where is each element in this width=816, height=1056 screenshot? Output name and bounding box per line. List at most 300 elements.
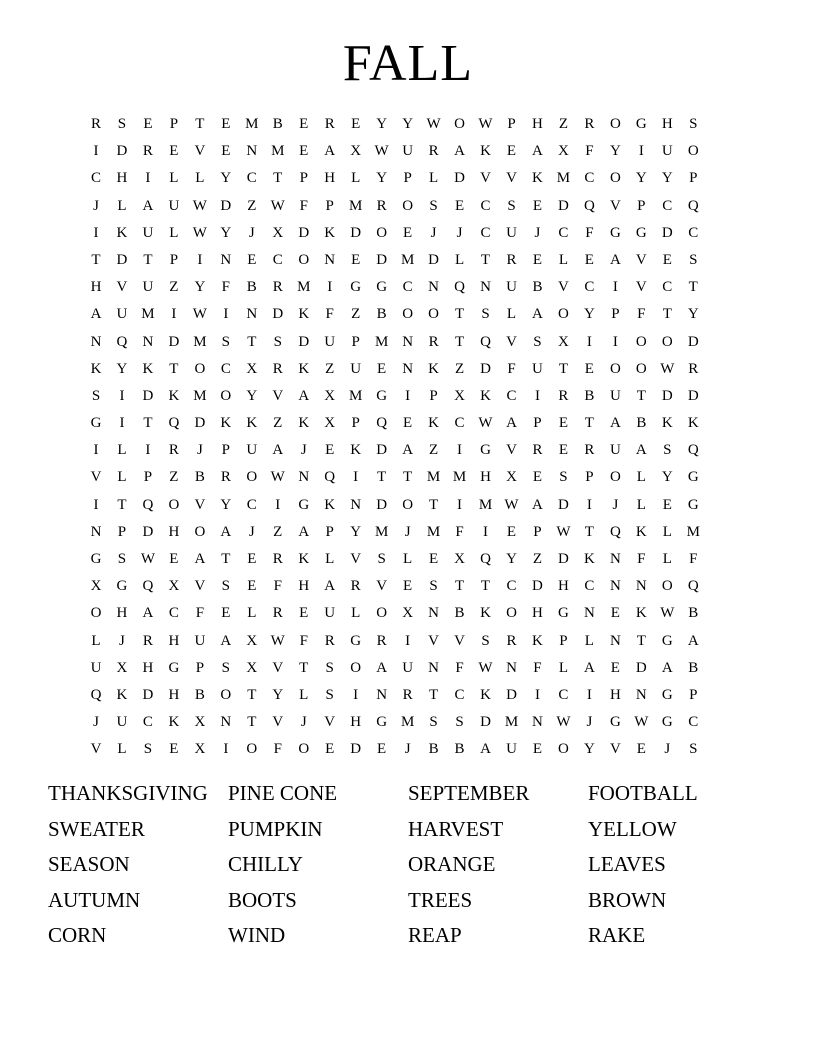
grid-letter[interactable]: P [325, 197, 334, 214]
grid-letter[interactable]: D [272, 306, 284, 323]
grid-letter[interactable]: I [145, 442, 151, 459]
grid-letter[interactable]: Y [583, 741, 595, 758]
grid-letter[interactable]: J [404, 523, 411, 540]
grid-letter[interactable]: C [688, 224, 699, 241]
grid-letter[interactable]: U [506, 741, 517, 758]
grid-letter[interactable]: N [428, 659, 439, 676]
grid-letter[interactable]: X [558, 333, 569, 350]
grid-letter[interactable]: H [168, 523, 180, 540]
grid-letter[interactable]: C [246, 496, 257, 513]
grid-letter[interactable]: T [169, 360, 179, 377]
grid-letter[interactable]: E [584, 251, 594, 268]
grid-letter[interactable]: G [90, 551, 102, 567]
grid-letter[interactable]: M [478, 496, 493, 513]
grid-letter[interactable]: W [426, 116, 441, 132]
grid-letter[interactable]: T [221, 551, 231, 567]
grid-letter[interactable]: O [428, 306, 439, 323]
grid-letter[interactable]: R [220, 469, 231, 486]
grid-letter[interactable]: M [193, 333, 207, 350]
grid-letter[interactable]: R [558, 387, 569, 404]
grid-letter[interactable]: E [403, 415, 413, 432]
grid-letter[interactable]: M [400, 251, 415, 268]
grid-letter[interactable]: T [428, 496, 439, 513]
grid-letter[interactable]: T [428, 686, 439, 703]
grid-letter[interactable]: S [429, 714, 438, 731]
grid-letter[interactable]: A [583, 659, 595, 676]
grid-letter[interactable]: L [299, 686, 309, 703]
grid-letter[interactable]: R [272, 605, 283, 622]
grid-letter[interactable]: Z [273, 523, 283, 540]
grid-letter[interactable]: A [532, 143, 543, 160]
grid-letter[interactable]: M [686, 523, 700, 540]
grid-letter[interactable]: V [194, 496, 206, 513]
grid-letter[interactable]: E [532, 251, 543, 268]
grid-letter[interactable]: G [350, 279, 362, 296]
grid-letter[interactable]: M [426, 523, 441, 540]
grid-letter[interactable]: S [663, 442, 672, 459]
grid-letter[interactable]: U [142, 224, 154, 241]
grid-letter[interactable]: U [324, 333, 336, 350]
grid-letter[interactable]: C [662, 279, 673, 296]
grid-letter[interactable]: T [377, 469, 387, 486]
grid-letter[interactable]: Q [480, 333, 491, 350]
grid-letter[interactable]: F [299, 197, 308, 214]
grid-letter[interactable]: K [116, 686, 128, 703]
grid-letter[interactable]: E [221, 116, 231, 132]
grid-letter[interactable]: H [298, 578, 310, 595]
grid-letter[interactable]: F [273, 741, 282, 758]
grid-letter[interactable]: R [506, 251, 517, 268]
grid-letter[interactable]: L [558, 659, 568, 676]
grid-letter[interactable]: X [246, 659, 258, 676]
grid-letter[interactable]: C [584, 578, 595, 595]
grid-letter[interactable]: F [195, 605, 205, 622]
grid-letter[interactable]: P [533, 415, 542, 432]
grid-letter[interactable]: K [532, 170, 543, 187]
grid-letter[interactable]: F [637, 306, 646, 323]
grid-letter[interactable]: U [194, 632, 206, 649]
grid-letter[interactable]: Z [454, 360, 465, 377]
grid-letter[interactable]: G [376, 714, 388, 731]
grid-letter[interactable]: K [142, 360, 154, 377]
grid-letter[interactable]: G [635, 224, 647, 241]
grid-letter[interactable]: S [481, 632, 490, 649]
grid-letter[interactable]: X [506, 469, 517, 486]
grid-letter[interactable]: P [351, 415, 360, 432]
grid-letter[interactable]: N [402, 360, 414, 377]
grid-letter[interactable]: A [661, 659, 673, 676]
grid-letter[interactable]: K [480, 143, 491, 160]
grid-letter[interactable]: E [506, 143, 517, 160]
grid-letter[interactable]: C [584, 170, 595, 187]
grid-letter[interactable]: T [688, 279, 698, 296]
grid-letter[interactable]: V [454, 632, 465, 649]
grid-letter[interactable]: D [661, 224, 673, 241]
grid-letter[interactable]: S [273, 333, 282, 350]
grid-letter[interactable]: D [376, 496, 388, 513]
grid-letter[interactable]: V [609, 741, 621, 758]
grid-letter[interactable]: D [480, 714, 491, 731]
grid-letter[interactable]: A [272, 442, 284, 459]
grid-letter[interactable]: X [194, 741, 206, 758]
grid-letter[interactable]: E [662, 496, 672, 513]
grid-letter[interactable]: F [585, 143, 594, 160]
grid-letter[interactable]: K [480, 387, 491, 404]
grid-letter[interactable]: J [456, 224, 463, 241]
grid-letter[interactable]: K [532, 632, 543, 649]
grid-letter[interactable]: D [376, 251, 388, 268]
grid-letter[interactable]: E [143, 116, 153, 132]
grid-letter[interactable]: I [93, 143, 99, 160]
grid-letter[interactable]: K [116, 224, 128, 241]
grid-letter[interactable]: H [350, 714, 362, 731]
grid-letter[interactable]: D [116, 251, 128, 268]
grid-letter[interactable]: X [194, 714, 206, 731]
grid-letter[interactable]: A [324, 578, 336, 595]
grid-letter[interactable]: P [585, 469, 594, 486]
grid-letter[interactable]: V [506, 442, 517, 459]
grid-letter[interactable]: K [168, 387, 180, 404]
grid-letter[interactable]: S [429, 578, 438, 595]
grid-letter[interactable]: O [609, 116, 621, 132]
grid-letter[interactable]: X [246, 632, 258, 649]
grid-letter[interactable]: E [325, 442, 335, 459]
grid-letter[interactable]: N [609, 632, 621, 649]
grid-letter[interactable]: W [478, 415, 493, 432]
grid-letter[interactable]: T [195, 116, 205, 132]
grid-letter[interactable]: T [584, 523, 594, 540]
grid-letter[interactable]: V [506, 170, 517, 187]
grid-letter[interactable]: M [297, 279, 311, 296]
grid-letter[interactable]: E [636, 741, 646, 758]
grid-letter[interactable]: C [480, 224, 491, 241]
grid-letter[interactable]: A [220, 632, 232, 649]
grid-letter[interactable]: F [455, 659, 464, 676]
grid-letter[interactable]: J [300, 442, 307, 459]
grid-letter[interactable]: E [454, 197, 465, 214]
grid-letter[interactable]: R [168, 442, 179, 459]
grid-letter[interactable]: J [534, 224, 541, 241]
grid-letter[interactable]: T [143, 415, 153, 432]
grid-letter[interactable]: V [376, 578, 388, 595]
grid-letter[interactable]: K [168, 714, 180, 731]
grid-letter[interactable]: L [558, 251, 568, 268]
grid-letter[interactable]: E [558, 415, 568, 432]
grid-letter[interactable]: U [506, 224, 517, 241]
grid-letter[interactable]: M [245, 116, 259, 132]
grid-letter[interactable]: G [661, 714, 673, 731]
grid-letter[interactable]: A [402, 442, 414, 459]
grid-letter[interactable]: P [429, 387, 438, 404]
grid-letter[interactable]: Z [558, 116, 568, 132]
grid-letter[interactable]: G [90, 415, 102, 432]
grid-letter[interactable]: G [350, 632, 362, 649]
grid-letter[interactable]: T [247, 686, 257, 703]
grid-letter[interactable]: V [194, 578, 206, 595]
grid-letter[interactable]: I [638, 143, 644, 160]
grid-letter[interactable]: W [192, 224, 207, 241]
grid-letter[interactable]: S [429, 197, 438, 214]
grid-letter[interactable]: Z [169, 279, 179, 296]
grid-letter[interactable]: O [687, 143, 699, 160]
grid-letter[interactable]: N [376, 686, 388, 703]
grid-letter[interactable]: W [270, 469, 285, 486]
grid-letter[interactable]: P [689, 170, 698, 187]
grid-letter[interactable]: K [635, 605, 647, 622]
grid-letter[interactable]: C [506, 387, 517, 404]
grid-letter[interactable]: O [168, 496, 180, 513]
grid-letter[interactable]: U [402, 659, 414, 676]
grid-letter[interactable]: V [506, 333, 517, 350]
grid-letter[interactable]: P [533, 523, 542, 540]
grid-letter[interactable]: O [220, 686, 232, 703]
grid-letter[interactable]: N [220, 714, 232, 731]
grid-letter[interactable]: N [246, 306, 258, 323]
grid-letter[interactable]: P [559, 632, 568, 649]
grid-letter[interactable]: J [404, 741, 411, 758]
grid-letter[interactable]: I [119, 415, 125, 432]
grid-letter[interactable]: Q [142, 578, 154, 595]
grid-letter[interactable]: D [558, 551, 569, 567]
grid-letter[interactable]: E [169, 741, 179, 758]
grid-letter[interactable]: O [454, 116, 465, 132]
grid-letter[interactable]: Y [220, 224, 232, 241]
grid-letter[interactable]: A [324, 143, 336, 160]
grid-letter[interactable]: U [506, 279, 517, 296]
grid-letter[interactable]: P [195, 659, 205, 676]
grid-letter[interactable]: T [117, 496, 127, 513]
grid-letter[interactable]: O [635, 333, 647, 350]
grid-letter[interactable]: V [90, 469, 102, 486]
grid-letter[interactable]: E [532, 197, 543, 214]
grid-letter[interactable]: L [636, 469, 646, 486]
grid-letter[interactable]: J [430, 224, 437, 241]
grid-letter[interactable]: M [271, 143, 285, 160]
grid-letter[interactable]: N [506, 659, 517, 676]
grid-letter[interactable]: M [504, 714, 519, 731]
grid-letter[interactable]: J [196, 442, 203, 459]
grid-letter[interactable]: Y [687, 306, 699, 323]
grid-letter[interactable]: V [324, 714, 336, 731]
grid-letter[interactable]: K [350, 442, 362, 459]
grid-letter[interactable]: T [480, 578, 491, 595]
grid-letter[interactable]: I [534, 387, 540, 404]
grid-letter[interactable]: X [246, 360, 258, 377]
grid-letter[interactable]: Z [247, 197, 257, 214]
grid-letter[interactable]: G [376, 279, 388, 296]
grid-letter[interactable]: T [454, 578, 465, 595]
grid-letter[interactable]: T [143, 251, 153, 268]
grid-letter[interactable]: A [480, 741, 491, 758]
grid-letter[interactable]: V [272, 714, 284, 731]
grid-letter[interactable]: F [585, 224, 594, 241]
grid-letter[interactable]: I [171, 306, 177, 323]
grid-letter[interactable]: S [455, 714, 464, 731]
grid-letter[interactable]: B [376, 306, 387, 323]
grid-letter[interactable]: O [558, 306, 569, 323]
grid-letter[interactable]: Q [687, 578, 699, 595]
grid-letter[interactable]: M [426, 469, 441, 486]
grid-letter[interactable]: X [168, 578, 180, 595]
grid-letter[interactable]: W [270, 197, 285, 214]
grid-letter[interactable]: N [350, 496, 362, 513]
grid-letter[interactable]: N [635, 578, 647, 595]
grid-letter[interactable]: G [168, 659, 180, 676]
grid-letter[interactable]: C [168, 605, 179, 622]
grid-letter[interactable]: K [583, 551, 595, 567]
grid-letter[interactable]: C [220, 360, 231, 377]
grid-letter[interactable]: R [402, 686, 413, 703]
grid-letter[interactable]: T [247, 714, 257, 731]
grid-letter[interactable]: K [298, 306, 310, 323]
grid-letter[interactable]: D [480, 360, 491, 377]
grid-letter[interactable]: K [220, 415, 232, 432]
grid-letter[interactable]: I [457, 442, 463, 459]
grid-letter[interactable]: N [428, 605, 439, 622]
grid-letter[interactable]: D [142, 387, 154, 404]
grid-letter[interactable]: M [349, 197, 363, 214]
grid-letter[interactable]: D [298, 224, 310, 241]
grid-letter[interactable]: G [609, 714, 621, 731]
grid-letter[interactable]: F [637, 551, 646, 567]
grid-letter[interactable]: F [507, 360, 516, 377]
grid-letter[interactable]: E [325, 741, 335, 758]
grid-letter[interactable]: P [637, 197, 646, 214]
grid-letter[interactable]: I [223, 741, 229, 758]
grid-letter[interactable]: M [374, 333, 389, 350]
grid-letter[interactable]: R [376, 632, 387, 649]
grid-letter[interactable]: V [194, 143, 206, 160]
grid-letter[interactable]: I [405, 387, 411, 404]
grid-letter[interactable]: D [558, 496, 569, 513]
grid-letter[interactable]: V [90, 741, 102, 758]
grid-letter[interactable]: R [532, 442, 543, 459]
grid-letter[interactable]: Z [351, 306, 361, 323]
grid-letter[interactable]: U [661, 143, 673, 160]
grid-letter[interactable]: E [377, 360, 387, 377]
grid-letter[interactable]: U [609, 442, 621, 459]
grid-letter[interactable]: D [298, 333, 310, 350]
grid-letter[interactable]: E [558, 442, 568, 459]
grid-letter[interactable]: C [90, 170, 101, 187]
grid-letter[interactable]: O [558, 741, 569, 758]
grid-letter[interactable]: D [506, 686, 517, 703]
grid-letter[interactable]: I [145, 170, 151, 187]
grid-letter[interactable]: L [195, 170, 205, 187]
grid-letter[interactable]: X [454, 551, 465, 567]
grid-letter[interactable]: I [93, 224, 99, 241]
grid-letter[interactable]: Y [194, 279, 206, 296]
grid-letter[interactable]: B [194, 686, 205, 703]
grid-letter[interactable]: V [272, 387, 284, 404]
grid-letter[interactable]: Q [687, 442, 699, 459]
grid-letter[interactable]: A [609, 415, 621, 432]
grid-letter[interactable]: I [353, 686, 359, 703]
grid-letter[interactable]: E [532, 741, 543, 758]
grid-letter[interactable]: R [350, 578, 361, 595]
grid-letter[interactable]: P [169, 251, 179, 268]
grid-letter[interactable]: K [635, 523, 647, 540]
grid-letter[interactable]: C [688, 714, 699, 731]
grid-letter[interactable]: L [117, 197, 127, 214]
grid-letter[interactable]: M [556, 170, 571, 187]
grid-letter[interactable]: B [454, 605, 465, 622]
grid-letter[interactable]: S [533, 333, 542, 350]
grid-letter[interactable]: D [687, 387, 699, 404]
grid-letter[interactable]: R [428, 143, 439, 160]
grid-letter[interactable]: E [532, 469, 543, 486]
grid-letter[interactable]: W [140, 551, 155, 567]
grid-letter[interactable]: S [507, 197, 516, 214]
grid-letter[interactable]: Y [609, 143, 621, 160]
grid-letter[interactable]: R [272, 360, 283, 377]
grid-letter[interactable]: L [584, 632, 594, 649]
grid-letter[interactable]: N [220, 251, 232, 268]
grid-letter[interactable]: N [402, 333, 414, 350]
grid-letter[interactable]: L [117, 442, 127, 459]
grid-letter[interactable]: V [558, 279, 569, 296]
grid-letter[interactable]: X [402, 605, 414, 622]
grid-letter[interactable]: T [636, 632, 646, 649]
grid-letter[interactable]: E [662, 251, 672, 268]
grid-letter[interactable]: N [532, 714, 543, 731]
grid-letter[interactable]: U [402, 143, 414, 160]
grid-letter[interactable]: W [270, 632, 285, 649]
grid-letter[interactable]: A [506, 415, 517, 432]
grid-letter[interactable]: P [221, 442, 230, 459]
grid-letter[interactable]: R [324, 116, 335, 132]
grid-letter[interactable]: D [142, 686, 154, 703]
grid-letter[interactable]: X [90, 578, 102, 595]
grid-letter[interactable]: S [325, 686, 334, 703]
grid-letter[interactable]: B [454, 741, 465, 758]
grid-letter[interactable]: A [635, 442, 647, 459]
grid-letter[interactable]: D [116, 143, 128, 160]
grid-letter[interactable]: W [192, 306, 207, 323]
grid-letter[interactable]: P [507, 116, 516, 132]
grid-letter[interactable]: C [584, 279, 595, 296]
grid-letter[interactable]: L [662, 551, 672, 567]
grid-letter[interactable]: N [90, 523, 102, 540]
grid-letter[interactable]: Q [324, 469, 336, 486]
grid-letter[interactable]: F [325, 306, 334, 323]
grid-letter[interactable]: H [532, 116, 543, 132]
grid-letter[interactable]: F [299, 632, 308, 649]
grid-letter[interactable]: I [612, 333, 618, 350]
grid-letter[interactable]: O [609, 469, 621, 486]
grid-letter[interactable]: I [197, 251, 203, 268]
grid-letter[interactable]: V [116, 279, 128, 296]
grid-letter[interactable]: Y [661, 469, 673, 486]
grid-letter[interactable]: U [168, 197, 180, 214]
grid-letter[interactable]: T [584, 415, 594, 432]
grid-letter[interactable]: V [428, 632, 439, 649]
grid-letter[interactable]: E [584, 360, 594, 377]
grid-letter[interactable]: J [93, 714, 99, 731]
grid-letter[interactable]: U [246, 442, 258, 459]
grid-letter[interactable]: Q [454, 279, 465, 296]
grid-letter[interactable]: M [452, 469, 467, 486]
grid-letter[interactable]: Y [350, 523, 362, 540]
grid-letter[interactable]: Y [220, 496, 232, 513]
grid-letter[interactable]: I [275, 496, 281, 513]
grid-letter[interactable]: A [298, 523, 310, 540]
grid-letter[interactable]: D [532, 578, 543, 595]
grid-letter[interactable]: T [480, 251, 491, 268]
grid-letter[interactable]: J [586, 714, 593, 731]
grid-letter[interactable]: A [532, 306, 543, 323]
grid-letter[interactable]: F [273, 578, 282, 595]
